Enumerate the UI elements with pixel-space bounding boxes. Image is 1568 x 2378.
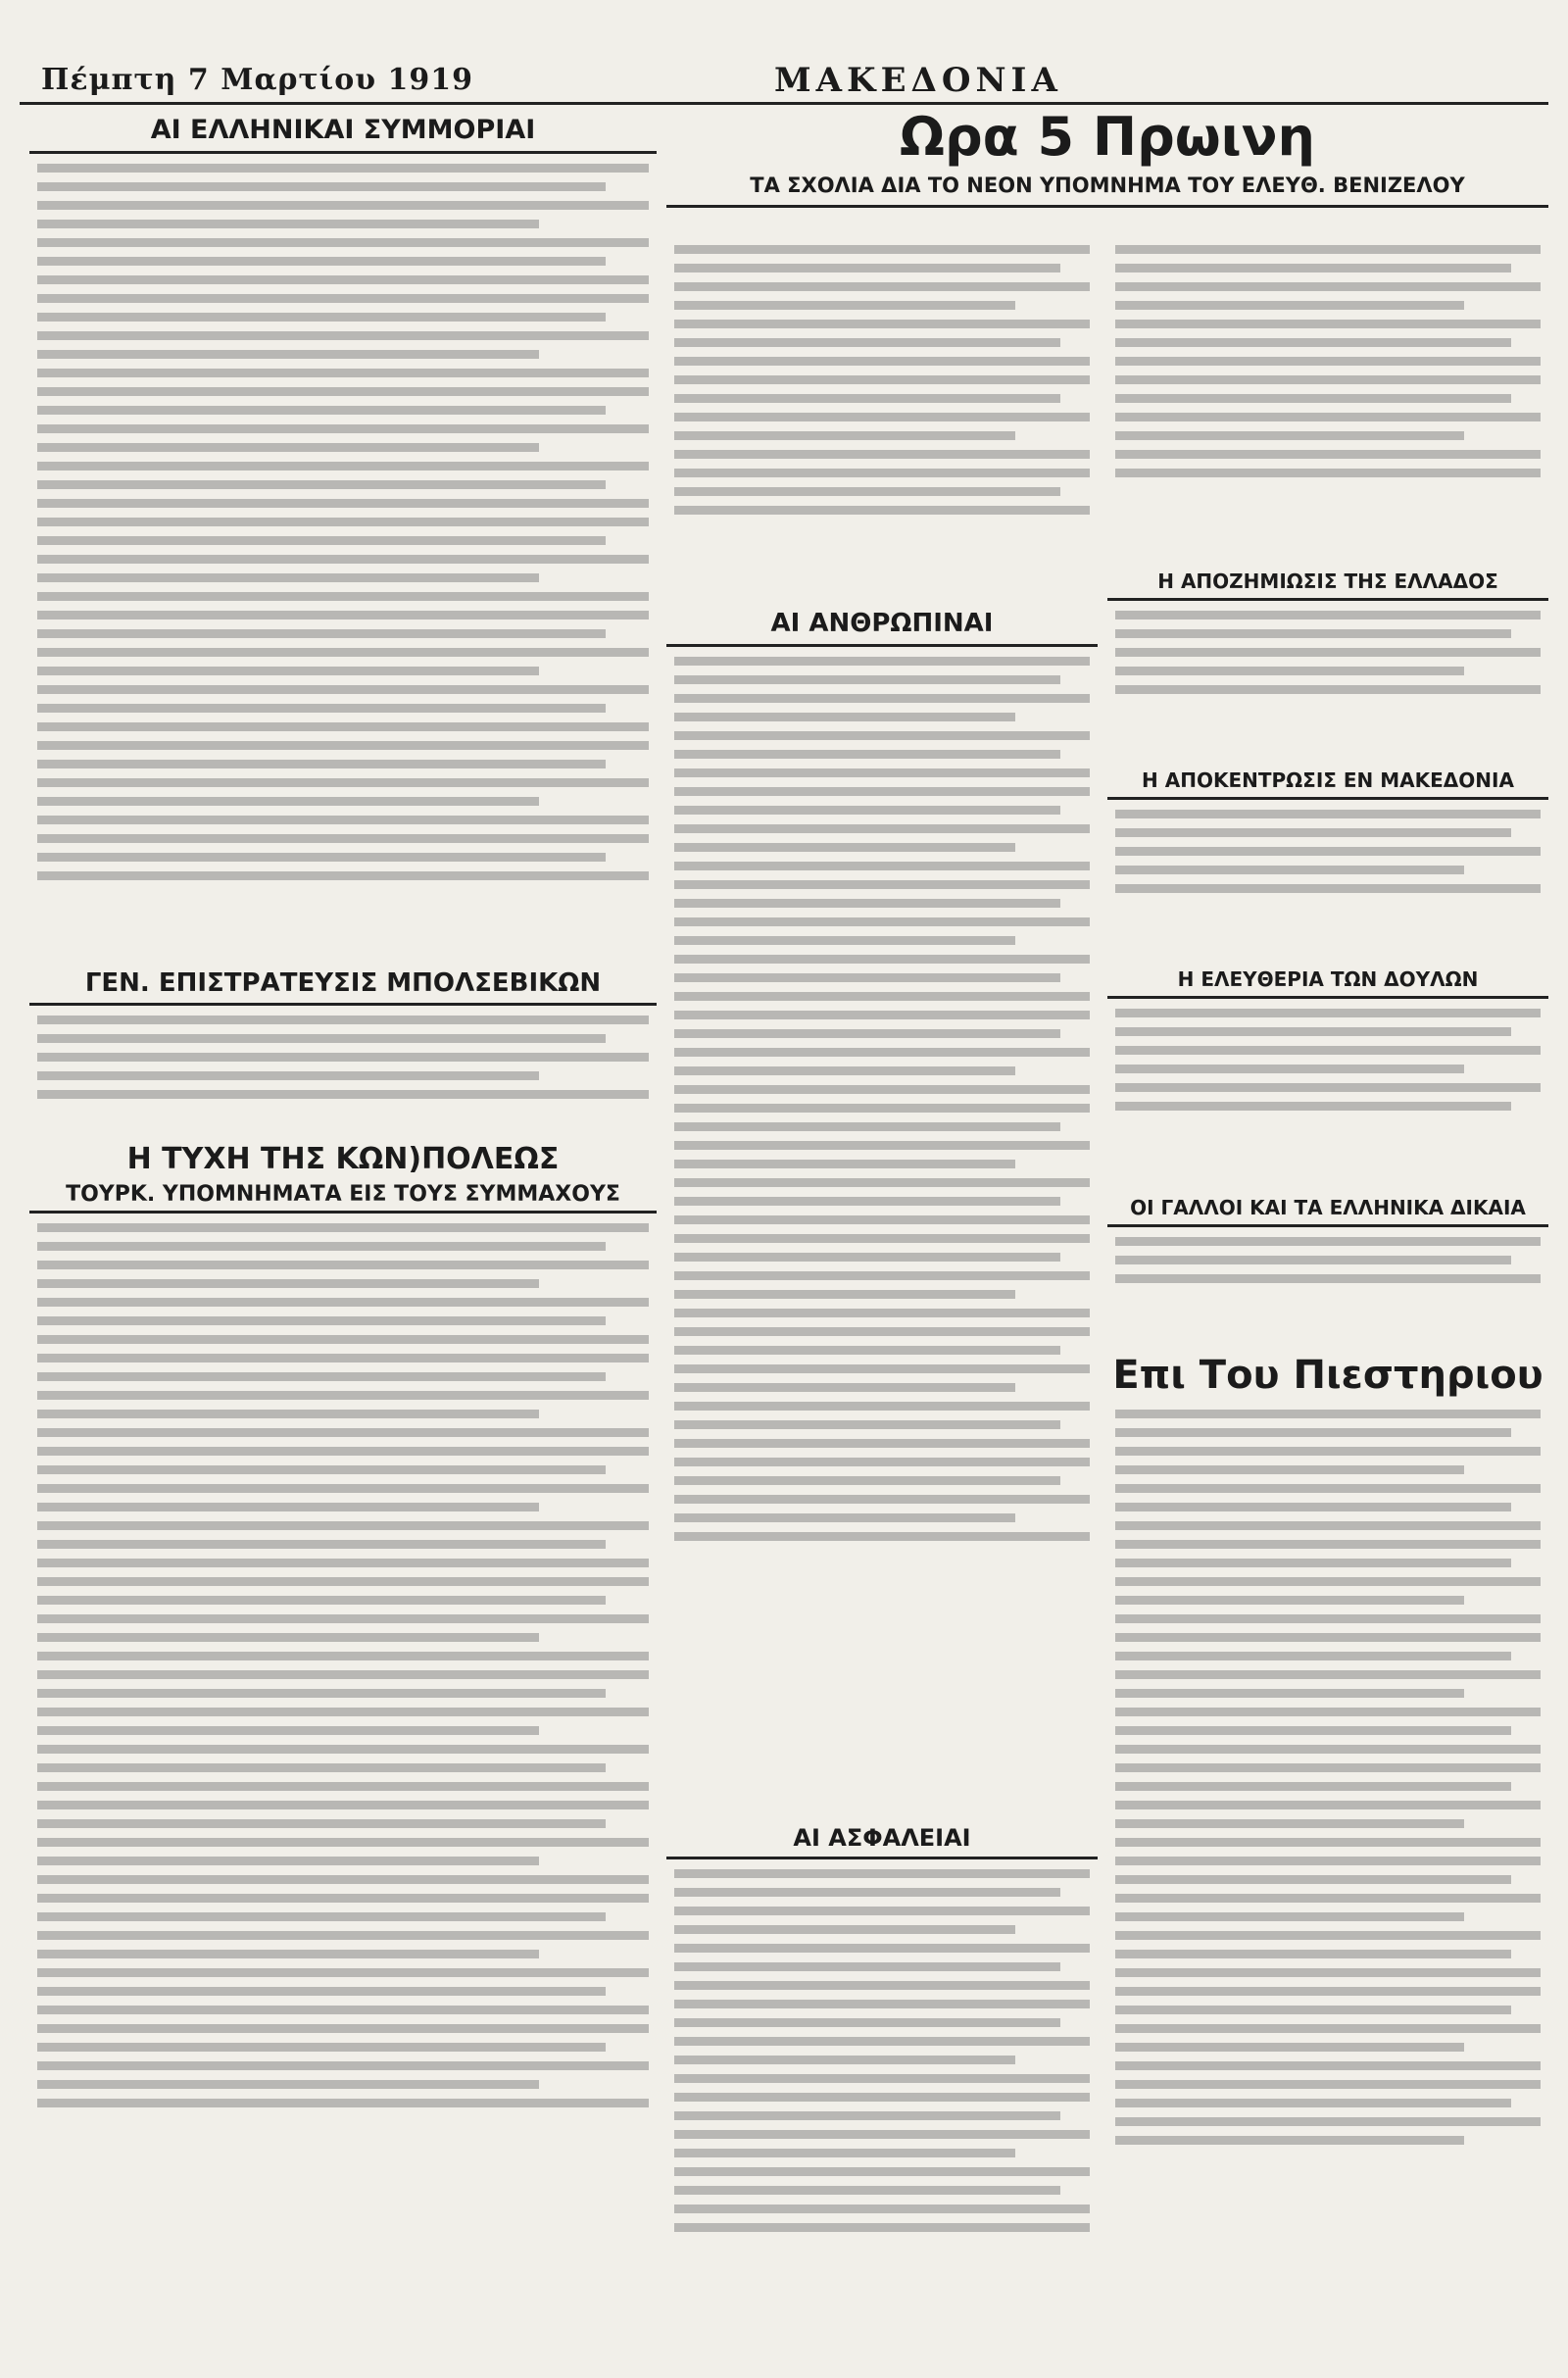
right-upper [666, 108, 1548, 225]
left-headline-3: Η ΤΥΧΗ ΤΗΣ ΚΩΝ)ΠΟΛΕΩΣ [126, 1142, 560, 1177]
middle-article-2 [674, 657, 1090, 1813]
right-article-4 [1115, 1009, 1541, 1185]
right-article-1 [1115, 245, 1541, 559]
left-column [29, 110, 657, 2364]
middle-column [666, 235, 1098, 2372]
middle-headline-1: ΑΙ ΑΝΘΡΩΠΙΝΑΙ [666, 604, 1098, 647]
left-headline-2: ΓΕΝ. ΕΠΙΣΤΡΑΤΕΥΣΙΣ ΜΠΟΛΣΕΒΙΚΩΝ [29, 964, 657, 1007]
paper-name: ΜΑΚΕΔΟΝΙΑ [774, 61, 1062, 100]
middle-headline-2: ΑΙ ΑΣΦΑΛΕΙΑΙ [666, 1819, 1098, 1859]
middle-article-1 [674, 245, 1090, 598]
right-headline-1: Η ΑΠΟΖΗΜΙΩΣΙΣ ΤΗΣ ΕΛΛΑΔΟΣ [1107, 565, 1548, 601]
right-headline-2: Η ΑΠΟΚΕΝΤΡΩΣΙΣ ΕΝ ΜΑΚΕΔΟΝΙΑ [1107, 764, 1548, 800]
left-article-2 [37, 1016, 649, 1133]
left-headline-4: ΤΟΥΡΚ. ΥΠΟΜΝΗΜΑΤΑ ΕΙΣ ΤΟΥΣ ΣΥΜΜΑΧΟΥΣ [29, 1179, 657, 1214]
right-article-6 [1115, 1410, 1541, 2292]
middle-article-3 [674, 1869, 1090, 2340]
masthead [20, 55, 1548, 105]
big-title-morning: Ωρα 5 Πρωινη [900, 108, 1315, 168]
right-headline-4: ΟΙ ΓΑΛΛΟΙ ΚΑΙ ΤΑ ΕΛΛΗΝΙΚΑ ΔΙΚΑΙΑ [1107, 1191, 1548, 1227]
press-title: Επι Του Πιεστηριου [1112, 1353, 1544, 1398]
right-article-3 [1115, 810, 1541, 957]
right-article-5 [1115, 1237, 1541, 1345]
right-article-2 [1115, 611, 1541, 758]
subtitle-commentary: ΤΑ ΣΧΟΛΙΑ ΔΙΑ ΤΟ ΝΕΟΝ ΥΠΟΜΝΗΜΑ ΤΟΥ ΕΛΕΥΘ. ΒΕΝΙΖΕΛΟΥ [666, 167, 1548, 208]
left-article-1 [37, 164, 649, 958]
right-headline-3: Η ΕΛΕΥΘΕΡΙΑ ΤΩΝ ΔΟΥΛΩΝ [1107, 963, 1548, 999]
left-headline-1: ΑΙ ΕΛΛΗΝΙΚΑΙ ΣΥΜΜΟΡΙΑΙ [29, 110, 657, 154]
left-article-3 [37, 1223, 649, 2204]
issue-date: Πέμπτη 7 Μαρτίου 1919 [41, 63, 473, 97]
right-column [1107, 235, 1548, 2372]
